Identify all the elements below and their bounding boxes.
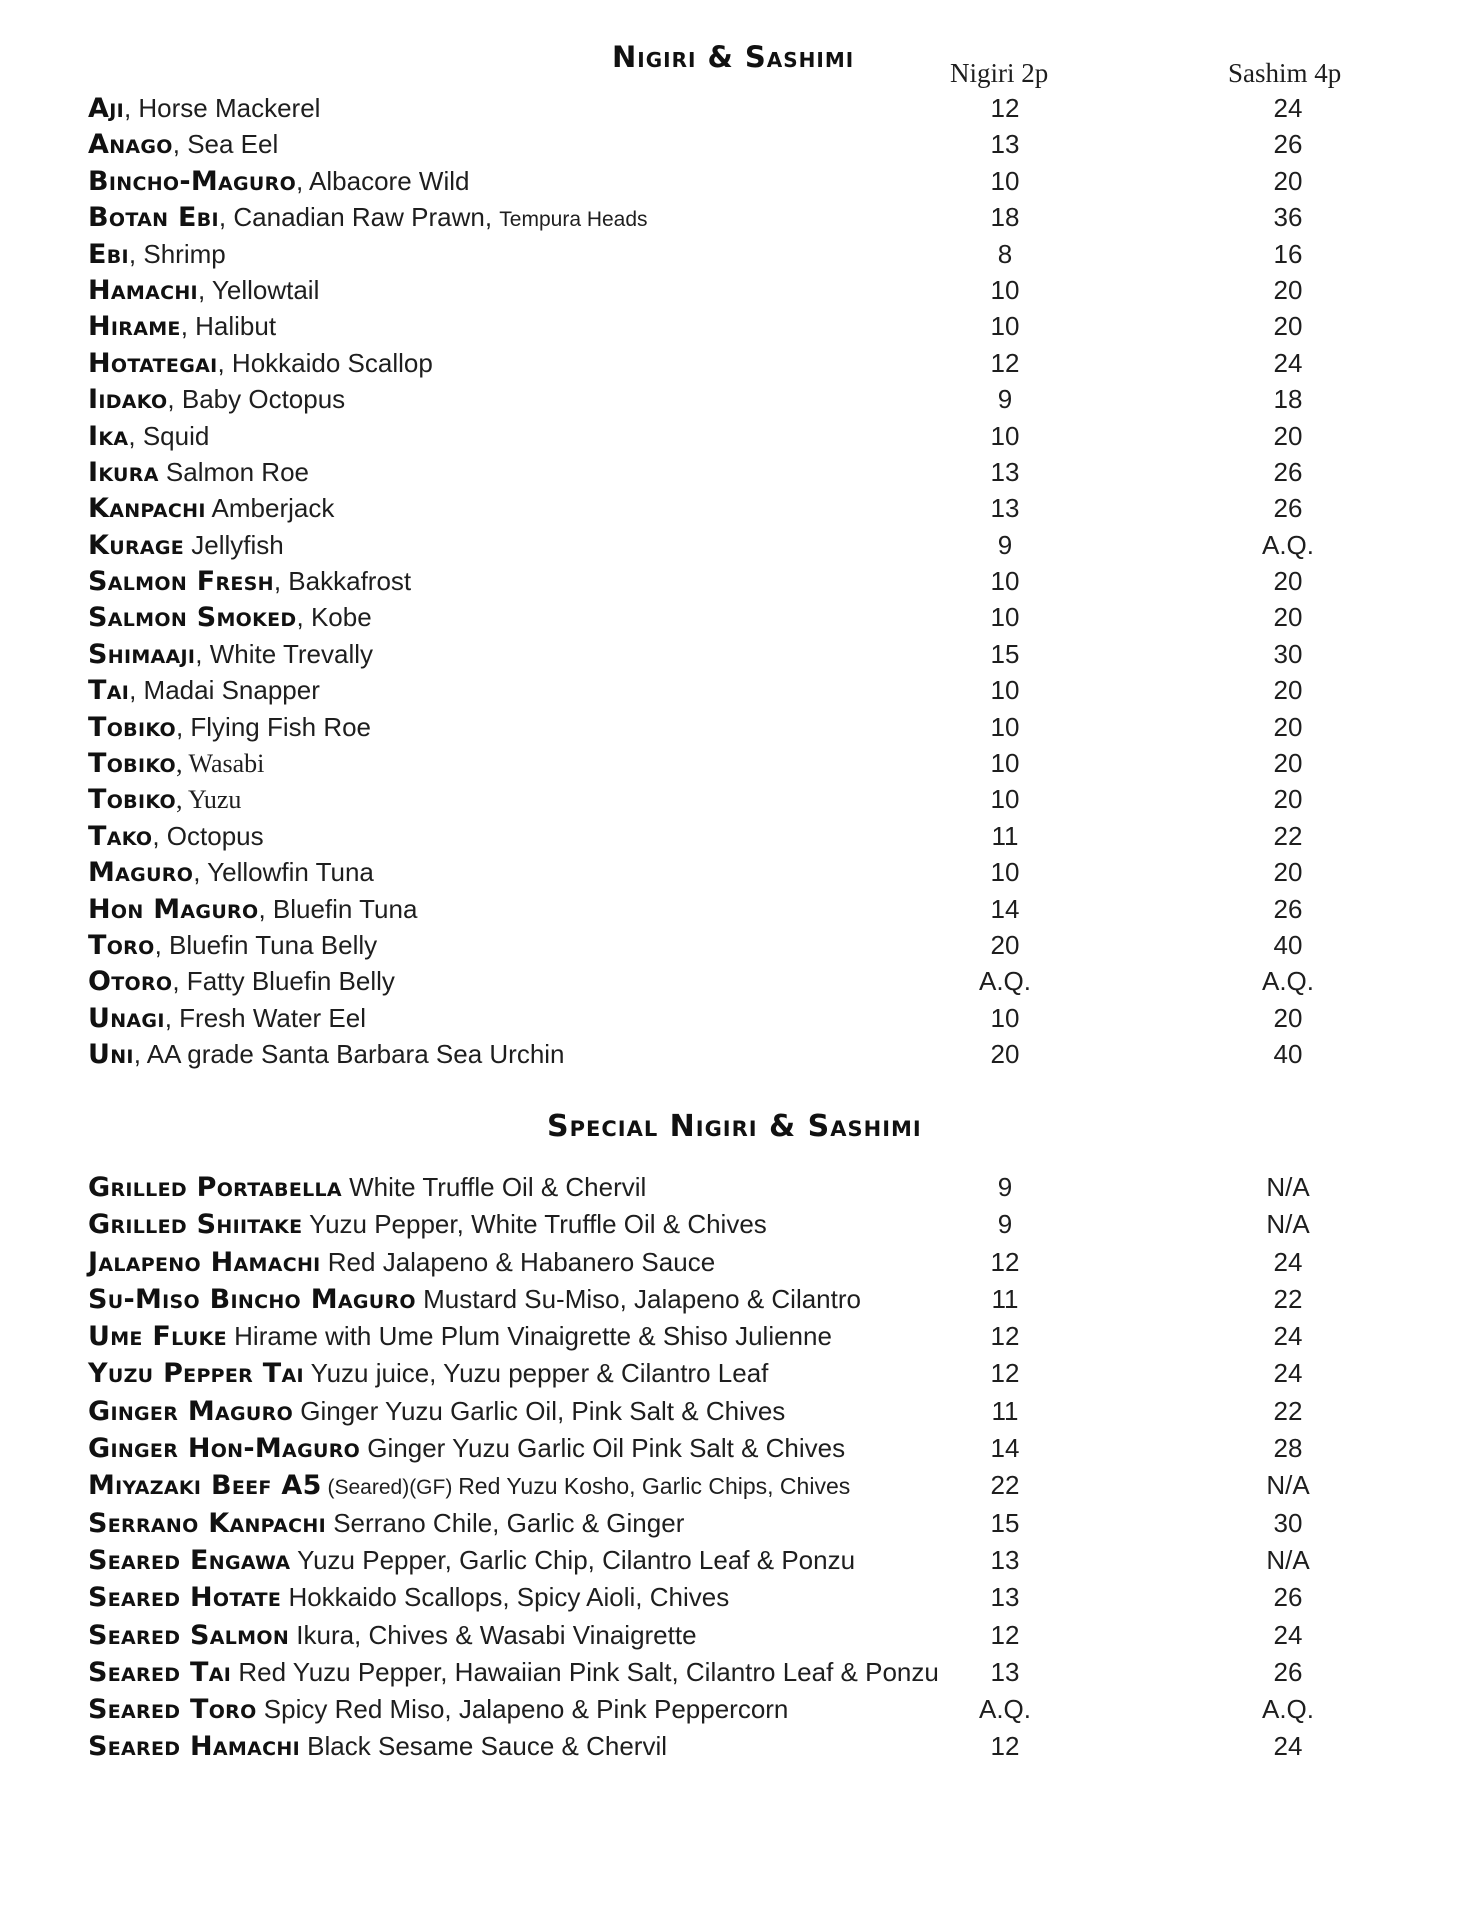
menu-item-description: , Sea Eel xyxy=(172,129,279,160)
price-sashimi: 20 xyxy=(1273,748,1303,779)
price-sashimi: 20 xyxy=(1273,420,1303,451)
price-nigiri: 8 xyxy=(997,238,1013,269)
menu-item-description: , Fatty Bluefin Belly xyxy=(172,966,395,997)
menu-item-description: Mustard Su-Miso, Jalapeno & Cilantro xyxy=(415,1283,861,1314)
price-sashimi: 20 xyxy=(1273,311,1303,342)
menu-item-name: Tobiko xyxy=(88,748,176,780)
menu-item-name: Ebi xyxy=(88,238,129,270)
menu-item-name: Maguro xyxy=(88,857,194,889)
menu-item xyxy=(0,1281,1484,1318)
menu-item-name: Grilled Portabella xyxy=(88,1172,342,1203)
menu-item-text xyxy=(88,599,372,636)
menu-item-name: Seared Salmon xyxy=(88,1619,290,1651)
menu-item-name: Salmon Smoked xyxy=(88,602,297,634)
menu-item-text xyxy=(88,1281,861,1318)
menu-item-text xyxy=(88,454,309,491)
menu-item xyxy=(0,927,1484,963)
special-nigiri-sashimi-list xyxy=(0,1169,1484,1766)
menu-item xyxy=(0,1169,1484,1206)
menu-item-text xyxy=(88,709,371,746)
price-sashimi: 40 xyxy=(1273,1039,1303,1070)
price-nigiri: 12 xyxy=(990,347,1020,378)
menu-item-name: Su-Miso Bincho Maguro xyxy=(88,1283,416,1315)
price-nigiri: 10 xyxy=(990,711,1020,742)
menu-item-description: , Kobe xyxy=(296,602,372,633)
price-sashimi: 24 xyxy=(1273,1321,1303,1352)
menu-item xyxy=(0,418,1484,454)
menu-item-description: Yuzu Pepper, White Truffle Oil & Chives xyxy=(302,1209,767,1240)
price-sashimi: 18 xyxy=(1273,384,1303,415)
menu-item-description: , Wasabi xyxy=(175,749,265,779)
menu-item xyxy=(0,308,1484,344)
menu-item xyxy=(0,709,1484,745)
price-nigiri: 15 xyxy=(990,1507,1020,1538)
menu-item xyxy=(0,745,1484,781)
menu-item xyxy=(0,236,1484,272)
menu-item-name: Seared Toro xyxy=(88,1694,257,1726)
nigiri-sashimi-list xyxy=(0,90,1484,1073)
price-nigiri: 10 xyxy=(990,274,1020,305)
price-nigiri: 11 xyxy=(991,820,1019,851)
price-nigiri: 18 xyxy=(990,202,1020,233)
menu-item xyxy=(0,818,1484,854)
menu-item xyxy=(0,1036,1484,1072)
price-nigiri: 13 xyxy=(990,456,1020,487)
price-sashimi: 30 xyxy=(1273,638,1303,669)
menu-item xyxy=(0,599,1484,635)
menu-item-text xyxy=(88,1542,855,1579)
menu-item-description: Amberjack xyxy=(205,493,335,524)
menu-item-description: , White Trevally xyxy=(195,638,373,669)
menu-item xyxy=(0,1691,1484,1728)
menu-item xyxy=(0,126,1484,162)
menu-item-name: Hirame xyxy=(88,311,181,343)
menu-item xyxy=(0,1654,1484,1691)
menu-item-name: Ume Fluke xyxy=(88,1321,227,1353)
price-sashimi: 24 xyxy=(1273,1731,1303,1762)
menu-item-name: Kanpachi xyxy=(88,493,206,525)
menu-item xyxy=(0,1467,1484,1504)
menu-item-name: Unagi xyxy=(88,1002,165,1034)
price-sashimi: 26 xyxy=(1273,1582,1303,1613)
price-nigiri: 10 xyxy=(990,566,1020,597)
menu-item-text xyxy=(88,672,320,709)
menu-item-text xyxy=(88,1244,715,1281)
menu-item-description: , Shrimp xyxy=(128,238,226,269)
menu-item-text xyxy=(88,1617,697,1654)
price-nigiri: 12 xyxy=(990,93,1020,123)
menu-item-text xyxy=(88,1579,729,1616)
price-nigiri: 10 xyxy=(990,311,1020,342)
menu-item-name: Ika xyxy=(88,420,129,452)
menu-item xyxy=(0,963,1484,999)
menu-item xyxy=(0,854,1484,890)
menu-item xyxy=(0,1728,1484,1765)
menu-item xyxy=(0,1000,1484,1036)
price-nigiri: 20 xyxy=(990,929,1020,960)
menu-item xyxy=(0,527,1484,563)
menu-item xyxy=(0,490,1484,526)
price-sashimi: A.Q. xyxy=(1261,1694,1314,1725)
price-nigiri: 13 xyxy=(990,1544,1020,1575)
menu-item-text xyxy=(88,1728,667,1765)
price-sashimi: A.Q. xyxy=(1261,529,1314,560)
menu-item xyxy=(0,636,1484,672)
price-sashimi: N/A xyxy=(1266,1544,1310,1575)
menu-item xyxy=(0,1355,1484,1392)
price-sashimi: 22 xyxy=(1273,1395,1303,1426)
price-sashimi: N/A xyxy=(1266,1209,1310,1240)
menu-item-name: Seared Engawa xyxy=(88,1544,291,1576)
price-nigiri: 10 xyxy=(990,602,1020,633)
menu-item-description: , Bluefin Tuna xyxy=(258,893,418,924)
price-nigiri: 12 xyxy=(990,1731,1020,1762)
menu-item-description: , Halibut xyxy=(180,311,277,342)
menu-item-text xyxy=(88,527,284,564)
menu-item-text xyxy=(88,1206,767,1243)
price-nigiri: 14 xyxy=(990,1433,1020,1464)
menu-item-name: Ginger Hon-Maguro xyxy=(88,1433,361,1465)
menu-item-text xyxy=(88,126,278,163)
menu-item-description: , Madai Snapper xyxy=(129,675,320,706)
price-nigiri: 10 xyxy=(990,1002,1020,1033)
menu-item-text xyxy=(88,1393,785,1430)
menu-item-text xyxy=(88,963,395,1000)
menu-item-description: Serrano Chile, Garlic & Ginger xyxy=(325,1507,685,1538)
price-sashimi: 26 xyxy=(1273,493,1303,524)
menu-item-description: , Hokkaido Scallop xyxy=(217,347,433,378)
menu-item-description: Salmon Roe xyxy=(158,456,310,487)
price-sashimi: 16 xyxy=(1273,238,1303,269)
price-nigiri: 9 xyxy=(997,529,1013,560)
menu-item-description: , Octopus xyxy=(152,820,264,851)
menu-item-name: Seared Hamachi xyxy=(88,1731,300,1763)
menu-item-text xyxy=(88,927,377,964)
price-sashimi: 24 xyxy=(1273,1358,1303,1389)
price-sashimi: 20 xyxy=(1273,602,1303,633)
menu-item-name: Serrano Kanpachi xyxy=(88,1507,326,1539)
menu-item-text xyxy=(88,745,264,782)
price-sashimi: N/A xyxy=(1266,1470,1310,1501)
menu-item-description: Ikura, Chives & Wasabi Vinaigrette xyxy=(289,1619,697,1650)
price-sashimi: 20 xyxy=(1273,1002,1303,1033)
menu-item xyxy=(0,781,1484,817)
price-nigiri: 12 xyxy=(990,1321,1020,1352)
menu-item xyxy=(0,1542,1484,1579)
menu-item-name: Hotategai xyxy=(88,347,218,379)
menu-item xyxy=(0,90,1484,126)
menu-item-note: Tempura Heads xyxy=(499,208,648,232)
price-sashimi: 26 xyxy=(1273,1656,1303,1687)
menu-item xyxy=(0,272,1484,308)
price-sashimi: 22 xyxy=(1273,820,1303,851)
menu-item-description: White Truffle Oil & Chervil xyxy=(341,1172,647,1202)
price-nigiri: 20 xyxy=(990,1039,1020,1070)
price-sashimi: 24 xyxy=(1273,93,1303,123)
menu-item xyxy=(0,563,1484,599)
price-nigiri: 13 xyxy=(990,129,1020,160)
price-sashimi: 24 xyxy=(1273,1619,1303,1650)
menu-item-name: Otoro xyxy=(88,966,173,998)
menu-item-description: Black Sesame Sauce & Chervil xyxy=(299,1731,667,1762)
price-nigiri: 10 xyxy=(990,165,1020,196)
menu-item-name: Tako xyxy=(88,820,153,852)
column-header-nigiri: Nigiri 2p xyxy=(950,58,1049,88)
menu-item-name: Tobiko xyxy=(88,711,176,743)
menu-item-text xyxy=(88,1654,939,1691)
price-sashimi: 20 xyxy=(1273,784,1303,815)
menu-item-description: Red Yuzu Kosho, Garlic Chips, Chives xyxy=(458,1473,851,1500)
menu-item-description: , Yuzu xyxy=(175,785,242,815)
menu-item-name: Seared Hotate xyxy=(88,1582,282,1614)
menu-item xyxy=(0,454,1484,490)
menu-item-text xyxy=(88,818,264,855)
price-sashimi: 22 xyxy=(1273,1283,1303,1314)
menu-item-name: Ikura xyxy=(88,456,159,488)
menu-item-name: Tobiko xyxy=(88,784,176,816)
price-sashimi: 20 xyxy=(1273,711,1303,742)
price-nigiri: A.Q. xyxy=(978,1694,1031,1725)
menu-item-name: Kurage xyxy=(88,529,185,561)
price-sashimi: 26 xyxy=(1273,893,1303,924)
price-sashimi: N/A xyxy=(1266,1172,1310,1202)
menu-item-text xyxy=(88,1036,565,1073)
price-sashimi: 20 xyxy=(1273,566,1303,597)
menu-item-description: , Horse Mackerel xyxy=(123,93,321,123)
price-nigiri: 15 xyxy=(990,638,1020,669)
menu-item-description: Ginger Yuzu Garlic Oil Pink Salt & Chives xyxy=(360,1433,846,1464)
menu-item-text xyxy=(88,1318,832,1355)
menu-item-text xyxy=(88,381,345,418)
menu-item-description: , Yellowfin Tuna xyxy=(193,857,374,888)
menu-item xyxy=(0,1617,1484,1654)
price-sashimi: A.Q. xyxy=(1261,966,1314,997)
menu-item xyxy=(0,1244,1484,1281)
menu-item-description: , AA grade Santa Barbara Sea Urchin xyxy=(133,1039,565,1070)
menu-item-description: , Yellowtail xyxy=(197,274,320,305)
menu-item-name: Jalapeno Hamachi xyxy=(88,1246,321,1278)
menu-item-text xyxy=(88,1691,788,1728)
menu-item-text xyxy=(88,854,374,891)
menu-item-text xyxy=(88,490,334,527)
menu-item-text xyxy=(88,308,276,345)
price-sashimi: 24 xyxy=(1273,1246,1303,1277)
menu-item-text xyxy=(88,236,226,273)
menu-item-text xyxy=(88,418,209,455)
price-sashimi: 20 xyxy=(1273,274,1303,305)
price-sashimi: 26 xyxy=(1273,129,1303,160)
menu-item-description: , Squid xyxy=(128,420,210,451)
menu-item-description: Hirame with Ume Plum Vinaigrette & Shiso Julienne xyxy=(226,1321,832,1352)
price-sashimi: 26 xyxy=(1273,456,1303,487)
price-nigiri: 14 xyxy=(990,893,1020,924)
price-sashimi: 20 xyxy=(1273,165,1303,196)
menu-item-text xyxy=(88,1000,366,1037)
menu-item-text xyxy=(88,90,320,127)
menu-item-description: Hokkaido Scallops, Spicy Aioli, Chives xyxy=(281,1582,730,1613)
menu-item-text xyxy=(88,563,411,600)
price-nigiri: 22 xyxy=(990,1470,1020,1501)
menu-item xyxy=(0,1206,1484,1243)
section-title-nigiri-sashimi: Nigiri & Sashimi xyxy=(612,40,855,74)
price-nigiri: 12 xyxy=(990,1246,1020,1277)
menu-item-name: Uni xyxy=(88,1039,134,1071)
menu-item-description: Ginger Yuzu Garlic Oil, Pink Salt & Chives xyxy=(293,1395,786,1426)
price-nigiri: 9 xyxy=(997,1209,1013,1240)
menu-item-name: Iidako xyxy=(88,384,168,416)
menu-item-name: Seared Tai xyxy=(88,1656,232,1688)
menu-item-text xyxy=(88,163,469,200)
menu-item xyxy=(0,1579,1484,1616)
price-sashimi: 28 xyxy=(1273,1433,1303,1464)
menu-item xyxy=(0,1393,1484,1430)
menu-item-name: Hamachi xyxy=(88,274,198,306)
menu-item-description: , Albacore Wild xyxy=(296,165,470,196)
price-sashimi: 20 xyxy=(1273,857,1303,888)
price-sashimi: 20 xyxy=(1273,675,1303,706)
menu-item-description: , Canadian Raw Prawn, xyxy=(218,202,500,233)
menu-item xyxy=(0,345,1484,381)
price-nigiri: 12 xyxy=(990,1619,1020,1650)
menu-item-text xyxy=(88,891,417,928)
menu-item-name: Yuzu Pepper Tai xyxy=(88,1358,304,1390)
price-nigiri: 10 xyxy=(990,420,1020,451)
menu-item xyxy=(0,1430,1484,1467)
menu-item-note: (Seared)(GF) xyxy=(321,1476,459,1500)
menu-item-text xyxy=(88,1467,850,1506)
price-nigiri: 13 xyxy=(990,1582,1020,1613)
menu-item xyxy=(0,891,1484,927)
price-nigiri: 9 xyxy=(997,384,1013,415)
menu-item-name: Shimaaji xyxy=(88,638,196,670)
menu-item-name: Salmon Fresh xyxy=(88,566,274,598)
menu-item-description: Red Jalapeno & Habanero Sauce xyxy=(320,1246,716,1277)
column-header-sashimi: Sashim 4p xyxy=(1228,58,1342,88)
menu-item-name: Tai xyxy=(88,675,130,707)
menu-item-description: , Baby Octopus xyxy=(167,384,346,415)
menu-item-text xyxy=(88,1169,646,1206)
menu-item-name: Bincho-Maguro xyxy=(88,165,297,197)
menu-item-name: Botan Ebi xyxy=(88,202,219,234)
menu-item-name: Anago xyxy=(88,129,173,161)
price-sashimi: 30 xyxy=(1273,1507,1303,1538)
price-nigiri: 10 xyxy=(990,784,1020,815)
menu-item-name: Miyazaki Beef A5 xyxy=(88,1470,322,1502)
menu-item-description: , Flying Fish Roe xyxy=(175,711,372,742)
menu-item-description: Yuzu juice, Yuzu pepper & Cilantro Leaf xyxy=(303,1358,769,1389)
price-nigiri: 12 xyxy=(990,1358,1020,1389)
menu-item-text xyxy=(88,345,433,382)
price-nigiri: 13 xyxy=(990,493,1020,524)
price-nigiri: 10 xyxy=(990,748,1020,779)
menu-item-name: Ginger Maguro xyxy=(88,1395,294,1427)
price-nigiri: 10 xyxy=(990,857,1020,888)
price-sashimi: 40 xyxy=(1273,929,1303,960)
menu-item xyxy=(0,1505,1484,1542)
price-nigiri: 13 xyxy=(990,1656,1020,1687)
price-nigiri: A.Q. xyxy=(978,966,1031,997)
menu-item-description: , Bakkafrost xyxy=(273,566,412,597)
price-sashimi: 24 xyxy=(1273,347,1303,378)
menu-item-description: Yuzu Pepper, Garlic Chip, Cilantro Leaf & Ponzu xyxy=(290,1544,856,1575)
menu-item-description: Jellyfish xyxy=(184,529,284,560)
section-title-special-nigiri-sashimi: Special Nigiri & Sashimi xyxy=(547,1109,922,1144)
menu-item xyxy=(0,199,1484,235)
menu-item-name: Aji xyxy=(88,93,124,124)
menu-item-text xyxy=(88,199,648,238)
menu-item xyxy=(0,381,1484,417)
menu-item xyxy=(0,672,1484,708)
price-sashimi: 36 xyxy=(1273,202,1303,233)
menu-item-text xyxy=(88,272,319,309)
menu-item-text xyxy=(88,636,373,673)
menu-item-text xyxy=(88,1505,684,1542)
menu-item-name: Grilled Shiitake xyxy=(88,1209,303,1241)
menu-item-name: Toro xyxy=(88,929,155,961)
menu-item-description: , Fresh Water Eel xyxy=(164,1002,367,1033)
menu-item-text xyxy=(88,781,241,818)
menu-item-description: Red Yuzu Pepper, Hawaiian Pink Salt, Cilantro Leaf & Ponzu xyxy=(231,1656,939,1687)
menu-item-text xyxy=(88,1430,845,1467)
menu-item-description: Spicy Red Miso, Jalapeno & Pink Peppercorn xyxy=(256,1694,789,1725)
menu-item-description: , Bluefin Tuna Belly xyxy=(154,929,378,960)
menu-item-text xyxy=(88,1355,768,1392)
menu-item xyxy=(0,1318,1484,1355)
menu-item-name: Hon Maguro xyxy=(88,893,259,925)
price-nigiri: 11 xyxy=(991,1283,1019,1314)
price-nigiri: 11 xyxy=(991,1395,1019,1426)
price-nigiri: 9 xyxy=(997,1172,1013,1202)
menu-item xyxy=(0,163,1484,199)
price-nigiri: 10 xyxy=(990,675,1020,706)
